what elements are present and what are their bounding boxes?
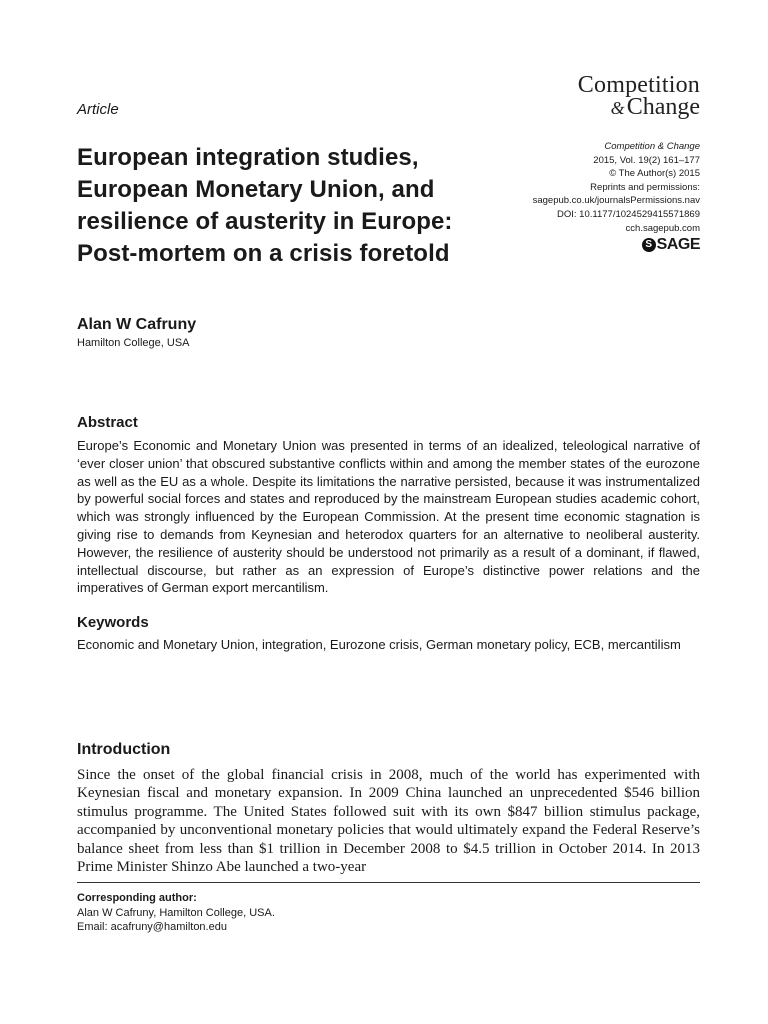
journal-logo-line2 [578,96,700,119]
footnote-divider [77,882,700,883]
article-title: European integration studies, European Monetary Union, and resilience of austerity in Europe: Post-mortem on a crisis foretold [77,144,453,267]
corresponding-author-footnote [77,891,275,935]
sage-logo [460,238,700,252]
footnote-author: Alan W Cafruny, Hamilton College, USA. [77,906,275,919]
abstract-text: Europe’s Economic and Monetary Union was presented in terms of an idealized, teleological narrative of ‘ever closer union’ that obscured substantive conflicts within and among the member states of the eurozone as well as the EU as a whole. Despite its limitations the narrative persisted, because it was instrumentalized by powerful social forces and states and reproduced by the mainstream European studies academic cohort, which was strongly influenced by the European Commission. At the present time economic stagnation is giving rise to demands from Keynesian and heterodox quarters for an alternative to neoliberal austerity. However, the resilience of austerity should be understood not primarily as a result of a dominant, if flawed, intellectual discourse, but rather as an expression of Europe’s distinctive power relations and the imperatives of German export mercantilism. [77,438,700,596]
introduction-text: Since the onset of the global financial crisis in 2008, much of the world has experimented with Keynesian fiscal and monetary expansion. In 2009 China launched an unprecedented $546 billion stimulus programme. The United States followed suit with its own $847 billion stimulus package, accompanied by unconventional monetary policies that would ultimately expand the Federal Reserve’s balance sheet from less than $1 trillion in December 2008 to $4.5 trillion in October 2014. In 2013 Prime Minister Shinzo Abe launched a two-year [77,767,700,876]
meta-journal: Competition & Change [604,141,700,152]
publication-meta [460,140,700,252]
meta-reprints: Reprints and permissions: [590,181,700,193]
sage-s-icon: S [642,238,656,252]
article-type-label: Article [77,101,119,118]
meta-copyright: © The Author(s) 2015 [609,168,700,180]
meta-site-link[interactable]: cch.sagepub.com [625,222,700,234]
meta-volume: 2015, Vol. 19(2) 161–177 [593,154,700,166]
author-name: Alan W Cafruny [77,316,197,333]
meta-permissions-link[interactable]: sagepub.co.uk/journalsPermissions.nav [532,195,700,207]
journal-logo [578,74,700,119]
footnote-label: Corresponding author: [77,892,197,904]
journal-logo-line1: Competition [577,72,700,98]
abstract-heading: Abstract [77,414,138,431]
sage-wordmark: SAGE [656,236,700,254]
keywords-heading: Keywords [77,614,149,631]
journal-logo-ampersand: & [610,98,625,118]
author-affiliation: Hamilton College, USA [77,337,190,349]
journal-logo-change: Change [626,94,700,120]
introduction-heading: Introduction [77,741,171,758]
footnote-email[interactable]: Email: acafruny@hamilton.edu [77,921,227,933]
keywords-text: Economic and Monetary Union, integration, Eurozone crisis, German monetary policy, ECB, mercantilism [77,637,681,652]
meta-doi[interactable]: DOI: 10.1177/1024529415571869 [557,208,700,220]
